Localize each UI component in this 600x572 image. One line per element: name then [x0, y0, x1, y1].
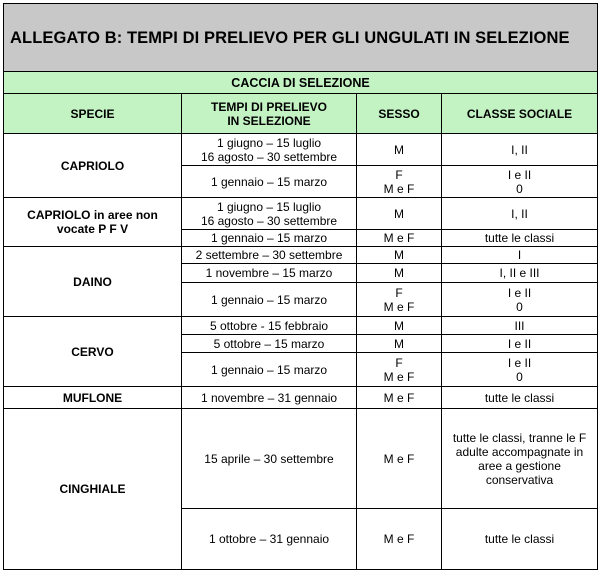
species-cell-muflone: [4, 387, 182, 409]
class-line: tutte le classi: [484, 231, 555, 245]
class-line: 0: [516, 369, 523, 384]
title-row: [4, 4, 598, 72]
sex-line: M e F: [383, 532, 415, 546]
period-cell: [182, 247, 357, 264]
period-cell: [182, 317, 357, 335]
class-line: I e II: [507, 285, 532, 300]
class-line: I, II: [511, 142, 528, 157]
class-cell: [442, 134, 598, 166]
sex-line: M: [394, 248, 404, 262]
table-row: [4, 247, 598, 264]
species-name: CAPRIOLO: [60, 158, 125, 173]
period-line: 1 gennaio – 15 marzo: [210, 174, 328, 189]
table-row: [4, 134, 598, 166]
sex-line: M: [394, 142, 404, 157]
class-cell: [442, 353, 598, 387]
species-name: CAPRIOLO in aree non: [27, 208, 158, 222]
period-line: 5 ottobre – 15 marzo: [213, 336, 325, 351]
period-line: 1 giugno – 15 luglio: [216, 199, 322, 214]
species-cell-daino: [4, 247, 182, 317]
class-cell: [442, 230, 598, 247]
sex-cell: [357, 335, 442, 353]
class-cell: [442, 335, 598, 353]
sex-cell: [357, 198, 442, 230]
section-banner: CACCIA DI SELEZIONE: [4, 72, 598, 94]
class-line: I e II: [507, 167, 532, 182]
class-line: conservativa: [485, 472, 554, 487]
species-cell-capriolo-pfv: [4, 198, 182, 247]
header-tempi: [182, 94, 357, 134]
species-cell-capriolo: [4, 134, 182, 198]
header-tempi-line2: IN SELEZIONE: [227, 113, 311, 128]
class-cell: [442, 166, 598, 198]
period-line: 16 agosto – 30 settembre: [200, 149, 338, 164]
class-line: III: [514, 318, 525, 333]
period-line: 1 gennaio – 15 marzo: [210, 292, 328, 307]
sex-cell: [357, 283, 442, 317]
header-row: [4, 94, 598, 134]
period-cell: [182, 509, 357, 570]
period-line: 15 aprile – 30 settembre: [204, 451, 334, 466]
header-tempi-line1: TEMPI DI PRELIEVO: [210, 99, 327, 114]
period-line: 1 giugno – 15 luglio: [216, 135, 322, 150]
class-line: tutte le classi: [484, 390, 555, 405]
sex-line: M e F: [383, 181, 415, 196]
class-line: I e II: [507, 336, 532, 351]
period-cell: [182, 134, 357, 166]
sex-cell: [357, 166, 442, 198]
header-classe: CLASSE SOCIALE: [442, 94, 598, 134]
class-line: aree a gestione: [478, 458, 561, 473]
period-cell: [182, 166, 357, 198]
species-cell-cervo: [4, 317, 182, 387]
sex-line: M e F: [383, 231, 415, 245]
class-line: I e II: [507, 355, 532, 370]
period-cell: [182, 283, 357, 317]
period-line: 1 novembre – 15 marzo: [205, 266, 333, 280]
class-line: I: [517, 248, 522, 262]
class-cell: [442, 247, 598, 264]
table-row: [4, 409, 598, 509]
document-title: ALLEGATO B: TEMPI DI PRELIEVO PER GLI UNGULATI IN SELEZIONE: [4, 4, 598, 72]
sex-line: M e F: [383, 390, 415, 405]
sex-cell: [357, 134, 442, 166]
class-line: 0: [516, 181, 523, 196]
period-line: 5 ottobre - 15 febbraio: [209, 318, 329, 333]
sex-cell: [357, 387, 442, 409]
sex-line: M e F: [383, 299, 415, 314]
period-line: 1 gennaio – 15 marzo: [210, 362, 328, 377]
class-line: tutte le classi, tranne le F: [452, 430, 587, 445]
period-cell: [182, 198, 357, 230]
class-line: 0: [516, 299, 523, 314]
header-sesso: SESSO: [357, 94, 442, 134]
species-name: DAINO: [73, 274, 112, 289]
sex-cell: [357, 353, 442, 387]
prelievo-table: [3, 3, 598, 570]
class-cell: [442, 317, 598, 335]
sex-line: F: [395, 167, 403, 182]
period-cell: [182, 409, 357, 509]
period-cell: [182, 335, 357, 353]
period-line: 2 settembre – 30 settembre: [195, 248, 343, 262]
class-cell: [442, 409, 598, 509]
period-line: 1 gennaio – 15 marzo: [210, 231, 328, 245]
table-row: [4, 317, 598, 335]
table-row: [4, 387, 598, 409]
class-cell: [442, 509, 598, 570]
species-name: vocate P F V: [56, 222, 129, 236]
sex-cell: [357, 230, 442, 247]
sex-cell: [357, 409, 442, 509]
period-line: 1 novembre – 31 gennaio: [200, 390, 338, 405]
sex-cell: [357, 317, 442, 335]
period-line: 16 agosto – 30 settembre: [200, 213, 338, 228]
period-cell: [182, 230, 357, 247]
sex-line: M: [394, 336, 404, 351]
class-cell: [442, 264, 598, 283]
class-line: tutte le classi: [484, 532, 555, 546]
sex-line: M: [394, 206, 404, 221]
species-name: CERVO: [71, 344, 114, 359]
sex-line: M: [394, 318, 404, 333]
sex-line: M e F: [383, 369, 415, 384]
species-name: MUFLONE: [62, 390, 123, 405]
period-cell: [182, 387, 357, 409]
species-name: CINGHIALE: [59, 482, 126, 496]
subtitle-row: [4, 72, 598, 94]
sex-line: F: [395, 355, 403, 370]
period-line: 1 ottobre – 31 gennaio: [208, 532, 330, 546]
class-cell: [442, 387, 598, 409]
header-specie: SPECIE: [4, 94, 182, 134]
period-cell: [182, 264, 357, 283]
class-cell: [442, 283, 598, 317]
class-cell: [442, 198, 598, 230]
species-cell-cinghiale: [4, 409, 182, 570]
sex-cell: [357, 264, 442, 283]
class-line: adulte accompagnate in: [455, 444, 584, 459]
table-row: [4, 198, 598, 230]
sex-cell: [357, 247, 442, 264]
class-line: I, II e III: [499, 266, 540, 280]
class-line: I, II: [511, 206, 528, 221]
period-cell: [182, 353, 357, 387]
sex-line: F: [395, 285, 403, 300]
sex-line: M e F: [383, 451, 415, 466]
sex-cell: [357, 509, 442, 570]
sex-line: M: [394, 266, 404, 280]
